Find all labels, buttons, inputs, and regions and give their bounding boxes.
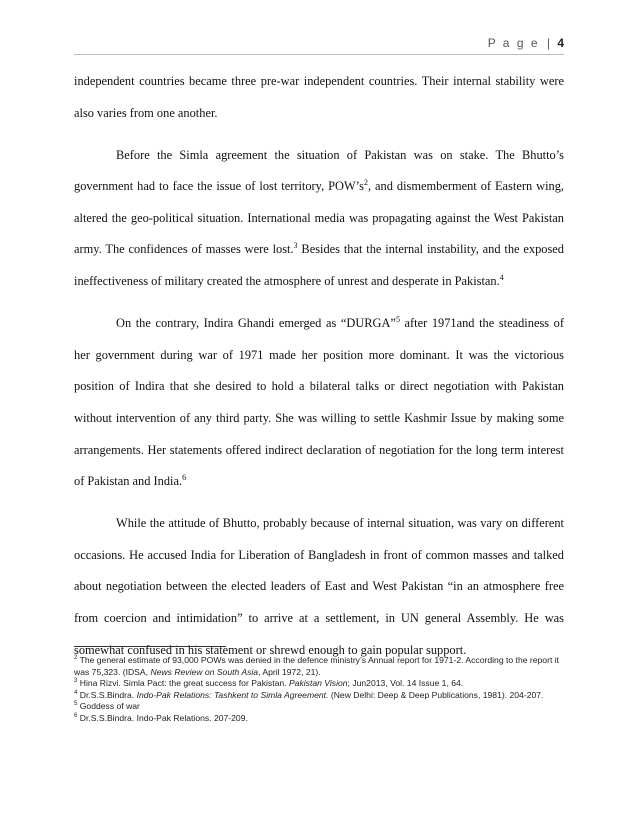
footnote-ref-2[interactable]: 2 [363, 178, 368, 188]
footnote-text: Dr.S.S.Bindra. [77, 689, 137, 700]
footnote-number: 5 [74, 701, 78, 708]
page-separator: | [546, 36, 550, 50]
footnote-number: 6 [74, 713, 78, 720]
footnote-text: Hina Rizvi. Simla Pact: the great success for Pakistan. [77, 678, 289, 689]
page-header [488, 36, 564, 50]
footnote-6 [74, 713, 564, 725]
footnotes [74, 655, 564, 725]
footnote-5 [74, 701, 564, 713]
paragraph-2 [74, 140, 564, 298]
footnote-2 [74, 655, 564, 678]
footnote-number: 2 [74, 655, 78, 662]
paragraph-3-text-a: On the contrary, Indira Ghandi emerged as “DURGA” [116, 316, 396, 331]
footnote-text: Dr.S.S.Bindra. Indo-Pak Relations. 207-209. [77, 712, 248, 723]
footnote-text: , April 1972, 21). [258, 666, 321, 677]
footnote-ref-3[interactable]: 3 [293, 241, 298, 251]
page-label: P a g e [487, 36, 540, 50]
footnote-text: The general estimate of 93,000 POWs was denied in the defence ministry’s Annual report for 1971-2. According to the report it was 75,323. (IDSA, [74, 655, 560, 677]
page-number: 4 [557, 36, 564, 50]
footnote-ref-6[interactable]: 6 [182, 473, 187, 482]
footnote-number: 4 [74, 689, 78, 696]
paragraph-2-text-c: Besides that the internal instability, and the exposed ineffectiveness of military created the atmosphere of unrest and desperate in Pakistan. [74, 242, 564, 289]
footnote-ref-5[interactable]: 5 [395, 315, 400, 325]
paragraph-2-text-a: Before the Simla agreement the situation of Pakistan was on stake. The Bhutto’s government had to face the issue of lost territory, POW’s [74, 147, 564, 194]
footnote-ref-4[interactable]: 4 [499, 272, 504, 282]
paragraph-3-text-b: after 1971and the steadiness of her government during war of 1971 made her position more dominant. It was the victorious position of Indira that she desired to hold a bilateral talks or direct negotiation with Pakistan without intervention of any third party. She was willing to settle Kashmir Issue by making some arrangements. Her statements offered indirect declaration of negotiation for the long term interest of Pakistan and India. [74, 316, 565, 489]
body-text [74, 66, 564, 677]
paragraph-4: While the attitude of Bhutto, probably because of internal situation, was vary on different occasions. He accused India for Liberation of Bangladesh in front of common masses and talked about negotiation between the elected leaders of East and West Pakistan “in an atmosphere free from coercion and intimidation” to arrive at a settlement, in UN general Assembly. He was somewhat confused in his statement or shrewd enough to gain popular support. [74, 516, 564, 657]
footnote-italic: News Review on South Asia [150, 666, 259, 677]
footnote-italic: Pakistan Vision [288, 678, 348, 689]
footnote-text: (New Delhi: Deep & Deep Publications, 1981). 204-207. [328, 689, 544, 700]
footnote-text: Goddess of war [77, 701, 140, 712]
footnote-separator [74, 646, 226, 647]
footnote-3 [74, 678, 564, 690]
footnote-italic: Indo-Pak Relations: Tashkent to Simla Agreement. [136, 689, 329, 700]
paragraph-1: independent countries became three pre-war independent countries. Their internal stability were also varies from one another. [74, 74, 564, 120]
footnote-text: ; Jun2013, Vol. 14 Issue 1, 64. [347, 678, 464, 689]
paragraph-2-text-b: , and dismemberment of Eastern wing, altered the geo-political situation. International media was propagating against the West Pakistan army. The confidences of masses were lost. [74, 179, 565, 257]
footnote-number: 3 [74, 678, 78, 685]
paragraph-3 [74, 308, 564, 498]
footnote-4 [74, 690, 564, 702]
header-rule [74, 54, 564, 55]
